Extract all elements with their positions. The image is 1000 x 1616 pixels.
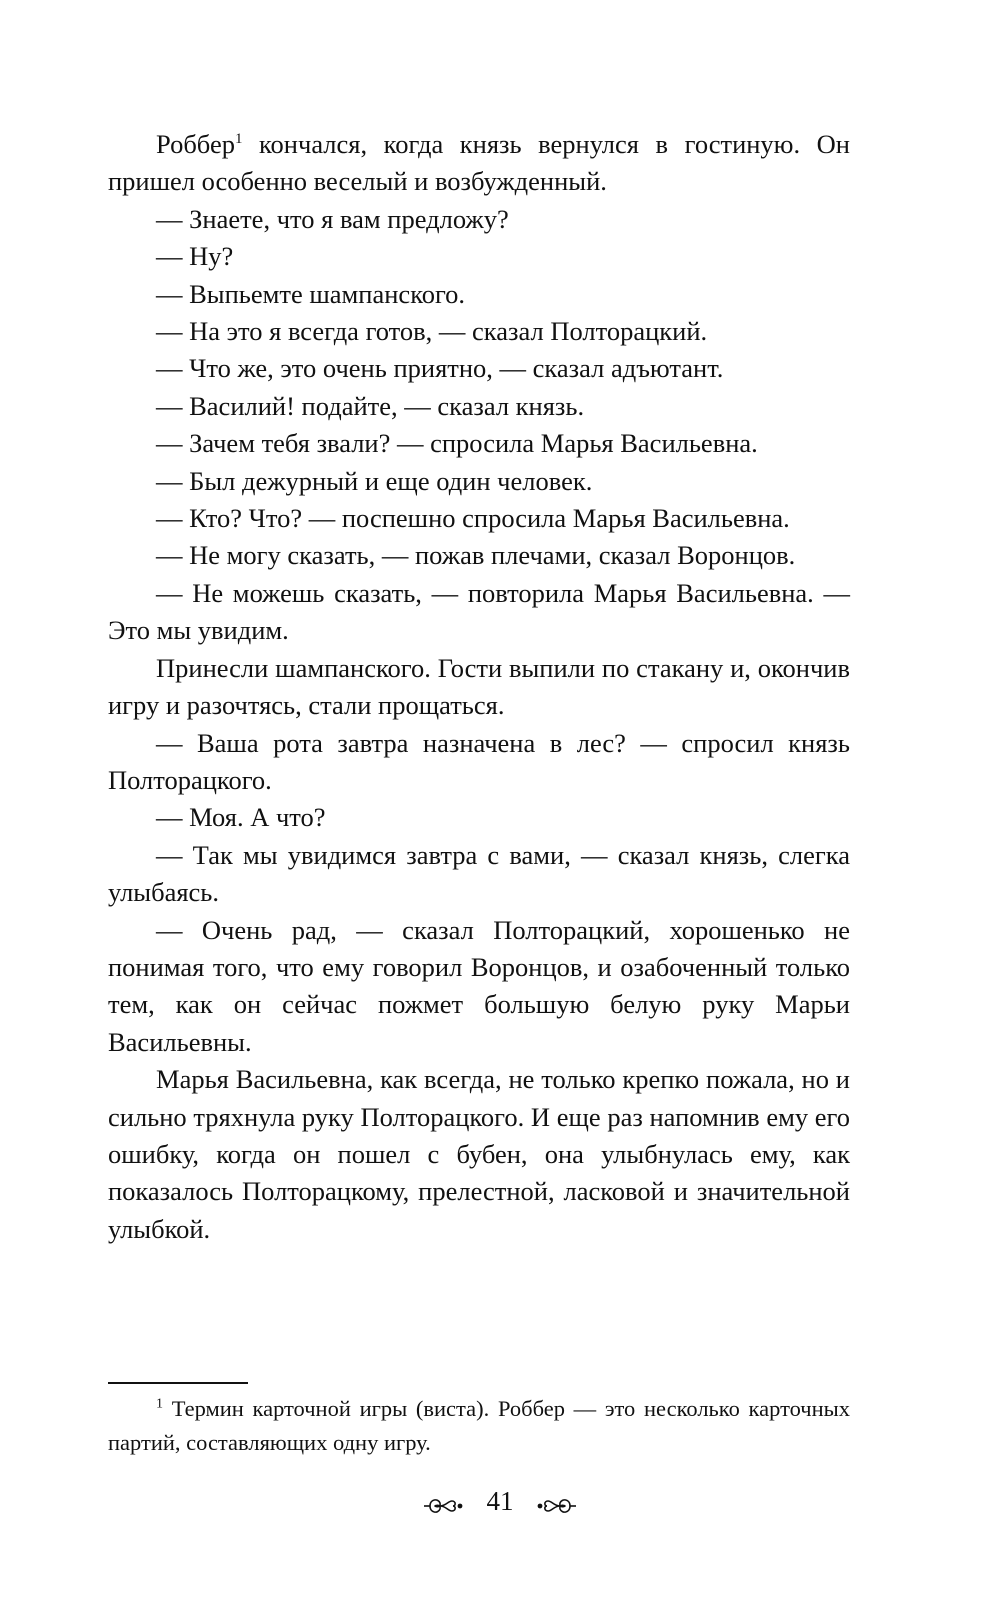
paragraph: — Василий! подайте, — сказал князь.: [156, 390, 585, 421]
paragraph: — На это я всегда готов, — сказал Полторацкий.: [156, 316, 708, 347]
paragraph: — Не могу сказать, — пожав плечами, сказал Воронцов.: [156, 540, 796, 571]
footnote-text: Термин карточной игры (виста). Роббер — это несколько карточных партий, составляющих одну игру.: [108, 1396, 850, 1455]
page-number: 41: [486, 1485, 514, 1516]
page-body: [108, 126, 850, 1248]
paragraph: — Выпьемте шампанского.: [156, 278, 466, 309]
fleuron-right-icon: [534, 1490, 578, 1512]
main-text: [108, 126, 850, 1248]
paragraph: Марья Васильевна, как всегда, не только крепко пожала, но и сильно тряхнула руку Полторацкого. И еще раз напомнив ему его ошибку, когда он пошел с бубен, она улыбнулась ему, как показалось Полторацкому, прелестной, ласковой и значительной улыбкой.: [108, 1064, 850, 1244]
paragraph: — Ну?: [156, 241, 234, 272]
paragraph: — Знаете, что я вам предложу?: [156, 203, 509, 234]
paragraph: — Моя. А что?: [156, 802, 326, 833]
paragraph: — Кто? Что? — поспешно спросила Марья Васильевна.: [156, 503, 790, 534]
page-folio: [0, 1480, 1000, 1519]
paragraph: — Что же, это очень приятно, — сказал адъютант.: [156, 353, 724, 384]
paragraph: Принесли шампанского. Гости выпили по стакану и, окончив игру и разочтясь, стали прощаться.: [108, 652, 850, 721]
paragraph: — Был дежурный и еще один человек.: [156, 465, 593, 496]
paragraph: — Не можешь сказать, — повторила Марья Васильевна. — Это мы увидим.: [108, 577, 850, 646]
footnote: [108, 1392, 850, 1460]
footnote-marker: 1: [156, 1396, 163, 1412]
footnote-divider: [108, 1382, 248, 1384]
fleuron-left-icon: [422, 1490, 466, 1512]
paragraph: Роббер$^1$ кончался, когда князь вернулся в гостиную. Он пришел особенно веселый и возбужденный.: [108, 129, 850, 197]
paragraph: — Ваша рота завтра назначена в лес? — спросил князь Полторацкого.: [108, 727, 850, 795]
paragraph: — Очень рад, — сказал Полторацкий, хорошенько не понимая того, что ему говорил Воронцов, и озабоченный только тем, как он сейчас пожмет большую белую руку Марьи Васильевны.: [108, 914, 850, 1057]
footnote-reference: 1: [234, 131, 243, 148]
paragraph: — Зачем тебя звали? — спросила Марья Васильевна.: [156, 428, 758, 459]
paragraph: — Так мы увидимся завтра с вами, — сказал князь, слегка улыбаясь.: [108, 839, 850, 908]
